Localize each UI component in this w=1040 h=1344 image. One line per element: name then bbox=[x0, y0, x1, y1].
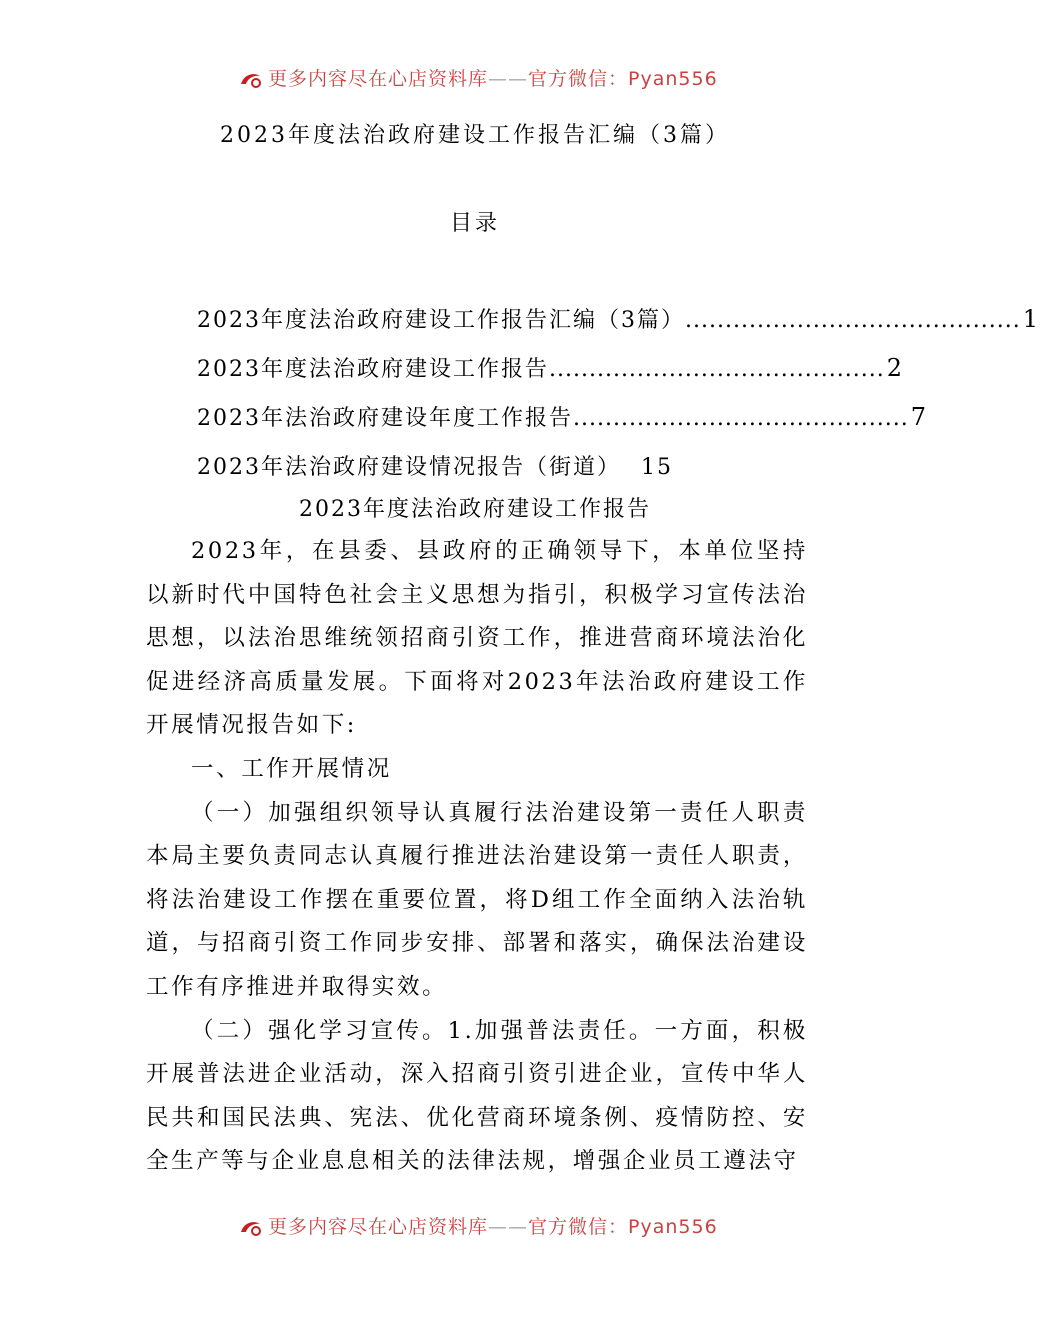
toc-item-label: 2023年法治政府建设情况报告（街道） bbox=[197, 455, 621, 480]
toc-item-page: 1 bbox=[1022, 305, 1040, 333]
document-title: 2023年度法治政府建设工作报告汇编（3篇） bbox=[220, 123, 730, 148]
watermark-text: 更多内容尽在心店资料库——官方微信：Pyan556 bbox=[268, 1216, 718, 1238]
toc-item-label: 2023年度法治政府建设工作报告 bbox=[197, 357, 549, 382]
toc-item-page: 15 bbox=[641, 455, 673, 480]
watermark-text: 更多内容尽在心店资料库——官方微信：Pyan556 bbox=[268, 68, 718, 90]
paragraph-intro: 2023年，在县委、县政府的正确领导下，本单位坚持以新时代中国特色社会主义思想为指引，积极学习宣传法治思想，以法治思维统领招商引资工作，推进营商环境法治化促进经济高质量发展。下面将对2023年法治政府建设工作开展情况报告如下: bbox=[146, 538, 808, 739]
watermark-top bbox=[0, 58, 950, 88]
toc-item-leader: .......................................... bbox=[549, 357, 885, 382]
toc-item[interactable] bbox=[197, 352, 904, 401]
toc-item-leader: .......................................... bbox=[685, 308, 1021, 333]
toc-heading: 目录 bbox=[449, 211, 500, 236]
paragraph-item-2: （二）强化学习宣传。1.加强普法责任。一方面，积极开展普法进企业活动，深入招商引资引进企业，宣传中华人民共和国民法典、宪法、优化营商环境条例、疫情防控、安全生产等与企业息息相关的法律法规，增强企业员工遵法守 bbox=[146, 1017, 808, 1175]
section-title: 2023年度法治政府建设工作报告 bbox=[299, 497, 651, 522]
toc-item-page: 2 bbox=[886, 354, 904, 382]
toc-item-leader: .......................................... bbox=[573, 406, 909, 431]
toc-item[interactable] bbox=[197, 303, 1040, 352]
watermark-logo-icon bbox=[238, 70, 264, 90]
watermark-bottom bbox=[0, 1206, 950, 1236]
paragraph-item-1: （一）加强组织领导认真履行法治建设第一责任人职责本局主要负责同志认真履行推进法治建设第一责任人职责，将法治建设工作摆在重要位置，将D组工作全面纳入法治轨道，与招商引资工作同步安排、部署和落实，确保法治建设工作有序推进并取得实效。 bbox=[146, 799, 808, 1000]
toc-item[interactable] bbox=[197, 401, 928, 450]
toc-item-page: 7 bbox=[910, 403, 928, 431]
toc-item-label: 2023年法治政府建设年度工作报告 bbox=[197, 406, 573, 431]
toc-item-label: 2023年度法治政府建设工作报告汇编（3篇） bbox=[197, 308, 685, 333]
watermark-logo-icon bbox=[238, 1218, 264, 1238]
table-of-contents bbox=[197, 303, 1040, 490]
toc-item[interactable] bbox=[197, 450, 807, 490]
report-body bbox=[146, 530, 808, 1184]
paragraph-heading-1: 一、工作开展情况 bbox=[191, 755, 392, 782]
